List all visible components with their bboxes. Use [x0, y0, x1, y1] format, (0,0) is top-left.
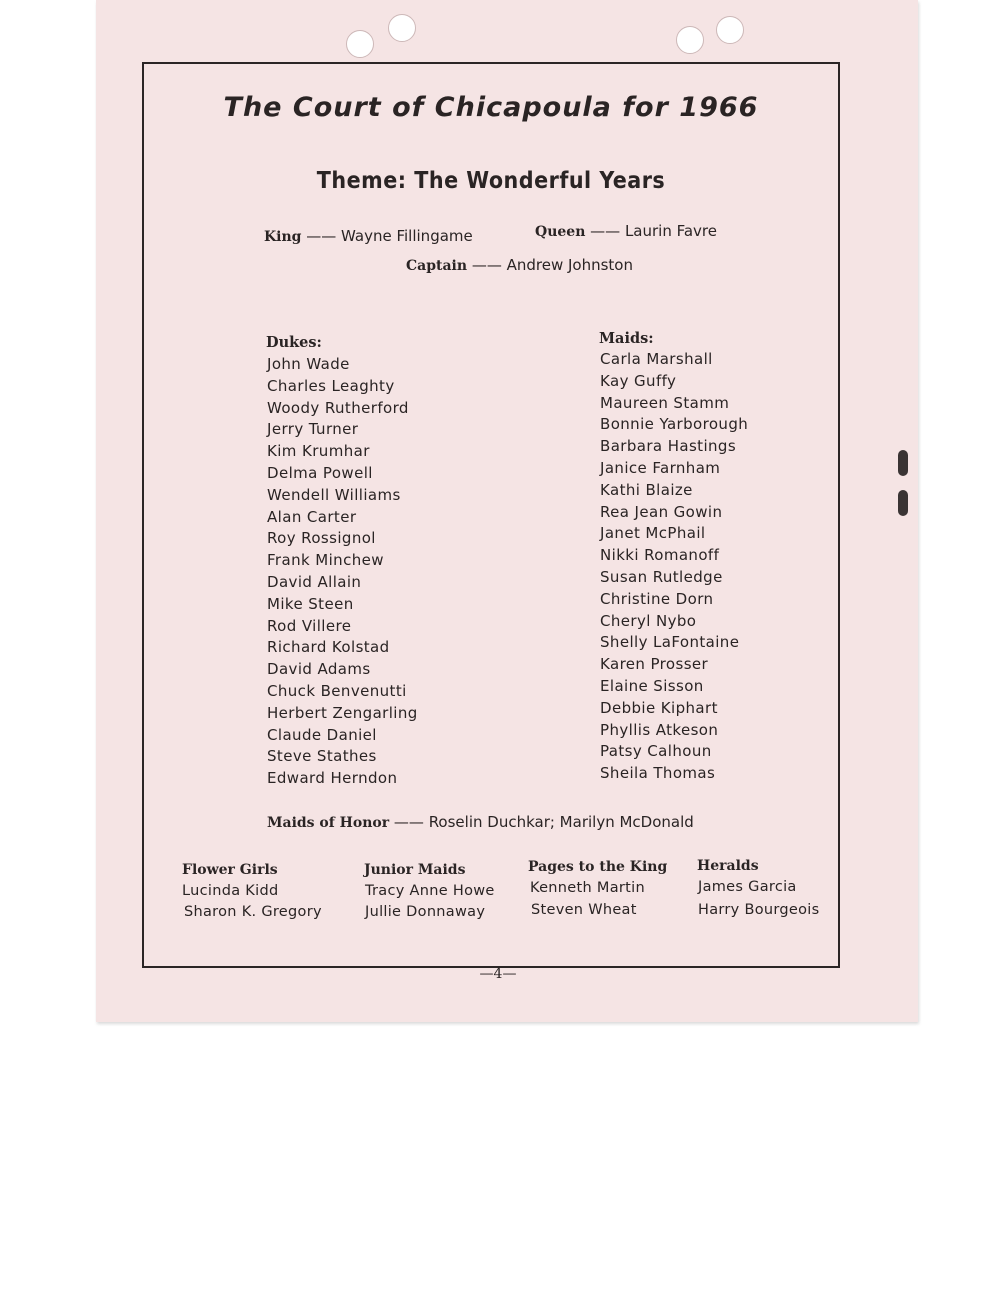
duke-name: Jerry Turner — [267, 420, 359, 439]
punch-hole — [676, 26, 704, 54]
maid-name: Cheryl Nybo — [600, 611, 697, 630]
punch-hole — [388, 14, 416, 42]
duke-name: Woody Rutherford — [267, 398, 409, 417]
pages-heading: Pages to the King — [528, 859, 668, 875]
binder-clip-mark — [898, 490, 908, 516]
duke-name: Kim Krumhar — [267, 442, 370, 461]
duke-name: Chuck Benvenutti — [267, 681, 407, 700]
junior-maids-heading: Junior Maids — [364, 862, 466, 878]
maid-name: Phyllis Atkeson — [600, 720, 719, 739]
herald-name: Harry Bourgeois — [698, 902, 820, 918]
junior-maid-name: Tracy Anne Howe — [365, 883, 495, 899]
maid-name: Karen Prosser — [600, 655, 709, 674]
maid-name: Kathi Blaize — [600, 480, 693, 499]
duke-name: Frank Minchew — [267, 551, 384, 570]
duke-name: Charles Leaghty — [267, 376, 395, 395]
page-number: —4— — [479, 966, 517, 982]
duke-name: John Wade — [267, 355, 350, 373]
queen-label: Queen — [535, 224, 586, 240]
duke-name: Claude Daniel — [267, 725, 377, 744]
maids-of-honor-separator: —— — [393, 813, 424, 831]
maid-name: Barbara Hastings — [600, 437, 737, 456]
binder-clip-mark — [898, 450, 908, 476]
duke-name: David Allain — [267, 572, 362, 591]
king-line — [264, 227, 473, 245]
duke-name: Steve Stathes — [267, 747, 377, 766]
king-label: King — [264, 229, 302, 245]
page-name: Kenneth Martin — [530, 880, 645, 896]
duke-name: Edward Herndon — [267, 769, 398, 788]
duke-name: Alan Carter — [267, 507, 357, 526]
captain-name: Andrew Johnston — [506, 256, 633, 274]
queen-name: Laurin Favre — [624, 222, 717, 240]
duke-name: David Adams — [267, 660, 371, 679]
dukes-list — [267, 354, 418, 790]
maids-of-honor-label: Maids of Honor — [267, 815, 390, 831]
flower-girl-name: Sharon K. Gregory — [184, 904, 322, 920]
duke-name: Wendell Williams — [267, 485, 401, 504]
maid-name: Kay Guffy — [600, 371, 677, 390]
maid-name: Elaine Sisson — [600, 676, 704, 695]
maid-name: Carla Marshall — [600, 350, 713, 368]
king-name: Wayne Fillingame — [341, 227, 473, 245]
heralds-heading: Heralds — [697, 858, 759, 874]
maid-name: Patsy Calhoun — [600, 742, 712, 761]
maid-name: Christine Dorn — [600, 589, 714, 608]
king-separator: —— — [306, 227, 337, 245]
theme-heading: Theme: The Wonderful Years — [316, 168, 666, 194]
captain-separator: —— — [471, 256, 502, 274]
page-title: The Court of Chicapoula for 1966 — [223, 92, 759, 123]
duke-name: Herbert Zengarling — [267, 703, 418, 722]
maid-name: Shelly LaFontaine — [600, 633, 740, 652]
maid-name: Susan Rutledge — [600, 567, 723, 586]
punch-hole — [716, 16, 744, 44]
maid-name: Janet McPhail — [600, 524, 706, 543]
page-name: Steven Wheat — [531, 902, 637, 918]
junior-maid-name: Jullie Donnaway — [365, 904, 486, 920]
dukes-heading: Dukes: — [266, 334, 322, 351]
duke-name: Delma Powell — [267, 463, 373, 482]
duke-name: Mike Steen — [267, 594, 354, 613]
maids-of-honor-line — [267, 813, 694, 831]
maid-name: Rea Jean Gowin — [600, 502, 723, 521]
herald-name: James Garcia — [698, 879, 797, 895]
maid-name: Bonnie Yarborough — [600, 415, 749, 434]
maid-name: Debbie Kiphart — [600, 698, 718, 717]
duke-name: Roy Rossignol — [267, 529, 376, 548]
maid-name: Nikki Romanoff — [600, 546, 720, 565]
maids-heading: Maids: — [599, 330, 654, 347]
maid-name: Janice Farnham — [600, 458, 721, 477]
flower-girls-heading: Flower Girls — [182, 862, 278, 878]
maid-name: Maureen Stamm — [600, 393, 730, 412]
captain-label: Captain — [406, 258, 468, 274]
punch-hole — [346, 30, 374, 58]
maids-of-honor-names: Roselin Duchkar; Marilyn McDonald — [428, 813, 694, 831]
duke-name: Rod Villere — [267, 616, 352, 635]
queen-line — [535, 222, 717, 240]
flower-girl-name: Lucinda Kidd — [182, 883, 279, 899]
captain-line — [406, 256, 633, 274]
queen-separator: —— — [590, 222, 621, 240]
duke-name: Richard Kolstad — [267, 638, 390, 657]
maid-name: Sheila Thomas — [600, 764, 716, 783]
maids-list — [600, 349, 748, 785]
